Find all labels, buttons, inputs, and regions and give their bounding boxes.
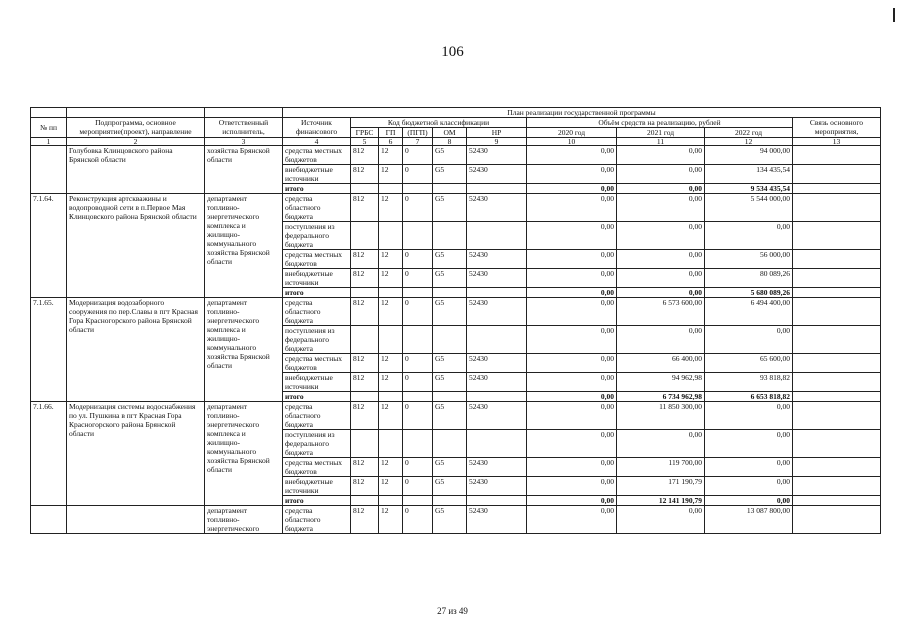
kbk-gp: ГП	[379, 128, 403, 138]
kbk-pgp-value: 0	[403, 354, 433, 373]
funding-source: средства местных бюджетов	[283, 250, 351, 269]
amount-2022: 134 435,54	[705, 165, 793, 184]
empty-cell	[467, 392, 527, 402]
kbk-grbs-value: 812	[351, 194, 379, 222]
amount-2021: 0,00	[617, 146, 705, 165]
kbk-nr: НР	[467, 128, 527, 138]
empty-cell	[467, 184, 527, 194]
margin-mark	[893, 8, 895, 22]
total-2022: 5 680 089,26	[705, 288, 793, 298]
funding-source: средства областного бюджета	[283, 506, 351, 534]
year-2021-header: 2021 год	[617, 128, 705, 138]
funding-source: внебюджетные источники	[283, 269, 351, 288]
kbk-pgp-value	[403, 326, 433, 354]
item-number	[31, 146, 67, 194]
empty-cell	[433, 496, 467, 506]
link-cell	[793, 269, 881, 288]
funding-source: поступления из федерального бюджета	[283, 430, 351, 458]
kbk-nr-value: 52430	[467, 165, 527, 184]
amount-2021: 171 190,79	[617, 477, 705, 496]
kbk-gp-value	[379, 326, 403, 354]
kbk-pgp-value: 0	[403, 458, 433, 477]
amount-2020: 0,00	[527, 222, 617, 250]
col-subprogram-header: Подпрограмма, основное мероприятие(проект), направление	[67, 118, 205, 138]
kbk-gp-value: 12	[379, 506, 403, 534]
kbk-nr-value: 52430	[467, 354, 527, 373]
item-name: Голубовка Клинцовского района Брянской области	[67, 146, 205, 194]
kbk-om-value	[433, 326, 467, 354]
empty-cell	[351, 288, 379, 298]
kbk-om-value: G5	[433, 373, 467, 392]
kbk-gp-value: 12	[379, 250, 403, 269]
kbk-nr-value	[467, 430, 527, 458]
amount-2021: 0,00	[617, 506, 705, 534]
link-cell	[793, 184, 881, 194]
amount-2021: 0,00	[617, 430, 705, 458]
table-row	[31, 402, 881, 430]
amount-2021: 66 400,00	[617, 354, 705, 373]
empty-cell	[467, 288, 527, 298]
table-row	[31, 506, 881, 534]
kbk-om-value: G5	[433, 354, 467, 373]
kbk-grbs-value: 812	[351, 354, 379, 373]
amount-2022: 0,00	[705, 430, 793, 458]
amount-2022: 5 544 000,00	[705, 194, 793, 222]
empty-cell	[433, 184, 467, 194]
amount-2020: 0,00	[527, 477, 617, 496]
amount-2021: 0,00	[617, 194, 705, 222]
funding-source: внебюджетные источники	[283, 165, 351, 184]
amount-2021: 0,00	[617, 165, 705, 184]
amount-2022: 0,00	[705, 458, 793, 477]
kbk-pgp-value: 0	[403, 298, 433, 326]
amount-2021: 6 573 600,00	[617, 298, 705, 326]
col-source-header: Источник финансового	[283, 118, 351, 138]
empty-cell	[379, 288, 403, 298]
col-number: 8	[433, 138, 467, 146]
kbk-om: ОМ	[433, 128, 467, 138]
kbk-grbs: ГРБС	[351, 128, 379, 138]
amount-2022: 6 494 400,00	[705, 298, 793, 326]
amount-2022: 80 089,26	[705, 269, 793, 288]
col-number: 5	[351, 138, 379, 146]
link-cell	[793, 194, 881, 222]
total-label: итого	[283, 496, 351, 506]
plan-title: План реализации государственной программы	[283, 108, 881, 118]
item-number: 7.1.64.	[31, 194, 67, 298]
amount-2022: 56 000,00	[705, 250, 793, 269]
year-2022-header: 2022 год	[705, 128, 793, 138]
item-name: Реконструкция артскважины и водопроводной сети в п.Первое Мая Клинцовского района Брянской области	[67, 194, 205, 298]
col-executor-header: Ответственный исполнитель,	[205, 118, 283, 138]
col-link-header: Связь основного мероприятия,	[793, 118, 881, 138]
link-cell	[793, 354, 881, 373]
kbk-grbs-value: 812	[351, 458, 379, 477]
kbk-om-value	[433, 222, 467, 250]
amount-2021: 0,00	[617, 222, 705, 250]
kbk-pgp-value: 0	[403, 506, 433, 534]
item-executor: департамент топливно-энергетического комплекса и жилищно-коммунального хозяйства Брянской области	[205, 298, 283, 402]
kbk-gp-value: 12	[379, 458, 403, 477]
kbk-gp-value: 12	[379, 373, 403, 392]
kbk-pgp-value: 0	[403, 373, 433, 392]
kbk-nr-value: 52430	[467, 298, 527, 326]
link-cell	[793, 392, 881, 402]
kbk-gp-value: 12	[379, 477, 403, 496]
total-2020: 0,00	[527, 392, 617, 402]
header-row-1	[31, 108, 881, 118]
kbk-nr-value: 52430	[467, 458, 527, 477]
kbk-gp-value: 12	[379, 298, 403, 326]
table-row	[31, 146, 881, 165]
kbk-om-value: G5	[433, 402, 467, 430]
amount-2022: 0,00	[705, 402, 793, 430]
amount-2020: 0,00	[527, 373, 617, 392]
kbk-grbs-value	[351, 326, 379, 354]
link-cell	[793, 506, 881, 534]
total-2022: 6 653 818,82	[705, 392, 793, 402]
kbk-nr-value: 52430	[467, 506, 527, 534]
col-number: 6	[379, 138, 403, 146]
amount-2022: 13 087 800,00	[705, 506, 793, 534]
kbk-gp-value: 12	[379, 402, 403, 430]
kbk-gp-value: 12	[379, 194, 403, 222]
kbk-nr-value: 52430	[467, 477, 527, 496]
amount-2022: 0,00	[705, 222, 793, 250]
kbk-gp-value: 12	[379, 146, 403, 165]
total-2020: 0,00	[527, 184, 617, 194]
kbk-nr-value: 52430	[467, 146, 527, 165]
amount-2021: 94 962,98	[617, 373, 705, 392]
kbk-grbs-value: 812	[351, 165, 379, 184]
kbk-gp-value: 12	[379, 269, 403, 288]
kbk-om-value: G5	[433, 165, 467, 184]
col-number: 2	[67, 138, 205, 146]
total-2022: 9 534 435,54	[705, 184, 793, 194]
budget-table	[30, 107, 881, 534]
link-cell	[793, 165, 881, 184]
kbk-nr-value	[467, 326, 527, 354]
kbk-grbs-value	[351, 222, 379, 250]
link-cell	[793, 373, 881, 392]
total-label: итого	[283, 392, 351, 402]
link-cell	[793, 430, 881, 458]
kbk-pgp-value: 0	[403, 250, 433, 269]
amount-2021: 119 700,00	[617, 458, 705, 477]
amount-2020: 0,00	[527, 298, 617, 326]
empty-cell	[467, 496, 527, 506]
item-name: Модернизация водозаборного сооружения по пер.Славы в пгт Красная Гора Красногорского района Брянской области	[67, 298, 205, 402]
col-volume-header: Объём средств на реализацию, рублей	[527, 118, 793, 128]
item-executor: департамент топливно-энергетического	[205, 506, 283, 534]
col-number: 3	[205, 138, 283, 146]
total-2020: 0,00	[527, 496, 617, 506]
link-cell	[793, 326, 881, 354]
kbk-pgp-value: 0	[403, 165, 433, 184]
col-number: 12	[705, 138, 793, 146]
column-number-row	[31, 138, 881, 146]
kbk-pgp-value: 0	[403, 477, 433, 496]
kbk-nr-value: 52430	[467, 269, 527, 288]
kbk-grbs-value: 812	[351, 298, 379, 326]
link-cell	[793, 250, 881, 269]
empty-cell	[379, 392, 403, 402]
item-executor: департамент топливно-энергетического комплекса и жилищно-коммунального хозяйства Брянской области	[205, 194, 283, 298]
empty-cell	[433, 392, 467, 402]
amount-2020: 0,00	[527, 402, 617, 430]
item-name: Модернизация системы водоснабжения по ул. Пушкина в пгт Красная Гора Красногорского района Брянской области	[67, 402, 205, 506]
kbk-om-value	[433, 430, 467, 458]
kbk-pgp-value: 0	[403, 146, 433, 165]
kbk-om-value: G5	[433, 250, 467, 269]
col-number: 10	[527, 138, 617, 146]
kbk-pgp-value	[403, 222, 433, 250]
col-num-header: № пп	[31, 118, 67, 138]
total-2021: 12 141 190,79	[617, 496, 705, 506]
amount-2020: 0,00	[527, 269, 617, 288]
header-row-2	[31, 118, 881, 128]
amount-2020: 0,00	[527, 326, 617, 354]
funding-source: средства областного бюджета	[283, 194, 351, 222]
kbk-gp-value	[379, 222, 403, 250]
item-number: 7.1.66.	[31, 402, 67, 506]
col-number: 4	[283, 138, 351, 146]
table-row	[31, 298, 881, 326]
empty-cell	[379, 184, 403, 194]
funding-source: поступления из федерального бюджета	[283, 326, 351, 354]
link-cell	[793, 477, 881, 496]
empty-cell	[403, 392, 433, 402]
link-cell	[793, 458, 881, 477]
kbk-nr-value: 52430	[467, 402, 527, 430]
funding-source: средства местных бюджетов	[283, 146, 351, 165]
item-number	[31, 506, 67, 534]
kbk-grbs-value: 812	[351, 402, 379, 430]
kbk-nr-value: 52430	[467, 250, 527, 269]
amount-2020: 0,00	[527, 165, 617, 184]
amount-2022: 94 000,00	[705, 146, 793, 165]
col-number: 11	[617, 138, 705, 146]
kbk-grbs-value: 812	[351, 250, 379, 269]
funding-source: поступления из федерального бюджета	[283, 222, 351, 250]
item-number: 7.1.65.	[31, 298, 67, 402]
empty-cell	[403, 184, 433, 194]
funding-source: внебюджетные источники	[283, 373, 351, 392]
kbk-grbs-value: 812	[351, 477, 379, 496]
kbk-nr-value: 52430	[467, 373, 527, 392]
kbk-om-value: G5	[433, 458, 467, 477]
empty-cell	[379, 496, 403, 506]
page-number: 106	[441, 44, 464, 60]
kbk-om-value: G5	[433, 298, 467, 326]
year-2020-header: 2020 год	[527, 128, 617, 138]
amount-2020: 0,00	[527, 146, 617, 165]
item-executor: хозяйства Брянской области	[205, 146, 283, 194]
kbk-pgp-value: 0	[403, 194, 433, 222]
col-number: 7	[403, 138, 433, 146]
amount-2021: 0,00	[617, 326, 705, 354]
amount-2020: 0,00	[527, 250, 617, 269]
amount-2021: 0,00	[617, 250, 705, 269]
link-cell	[793, 288, 881, 298]
empty-cell	[351, 496, 379, 506]
funding-source: внебюджетные источники	[283, 477, 351, 496]
col-number: 13	[793, 138, 881, 146]
kbk-grbs-value: 812	[351, 269, 379, 288]
kbk-nr-value: 52430	[467, 194, 527, 222]
amount-2020: 0,00	[527, 506, 617, 534]
empty-cell	[433, 288, 467, 298]
kbk-gp-value	[379, 430, 403, 458]
link-cell	[793, 402, 881, 430]
kbk-om-value: G5	[433, 269, 467, 288]
total-2021: 6 734 962,98	[617, 392, 705, 402]
funding-source: средства местных бюджетов	[283, 458, 351, 477]
total-2020: 0,00	[527, 288, 617, 298]
kbk-grbs-value: 812	[351, 506, 379, 534]
empty-cell	[403, 288, 433, 298]
total-label: итого	[283, 288, 351, 298]
kbk-om-value: G5	[433, 194, 467, 222]
kbk-pgp-value: 0	[403, 402, 433, 430]
kbk-grbs-value: 812	[351, 146, 379, 165]
amount-2022: 0,00	[705, 477, 793, 496]
kbk-grbs-value	[351, 430, 379, 458]
amount-2022: 0,00	[705, 326, 793, 354]
link-cell	[793, 496, 881, 506]
amount-2021: 11 850 300,00	[617, 402, 705, 430]
kbk-pgp-value: 0	[403, 269, 433, 288]
kbk-pgp-value	[403, 430, 433, 458]
empty-cell	[351, 184, 379, 194]
kbk-grbs-value: 812	[351, 373, 379, 392]
funding-source: средства областного бюджета	[283, 298, 351, 326]
kbk-om-value: G5	[433, 146, 467, 165]
amount-2020: 0,00	[527, 354, 617, 373]
amount-2022: 65 600,00	[705, 354, 793, 373]
empty-cell	[403, 496, 433, 506]
kbk-om-value: G5	[433, 477, 467, 496]
kbk-nr-value	[467, 222, 527, 250]
amount-2020: 0,00	[527, 194, 617, 222]
empty-cell	[351, 392, 379, 402]
kbk-om-value: G5	[433, 506, 467, 534]
total-2021: 0,00	[617, 184, 705, 194]
total-2022: 0,00	[705, 496, 793, 506]
amount-2020: 0,00	[527, 430, 617, 458]
link-cell	[793, 298, 881, 326]
amount-2021: 0,00	[617, 269, 705, 288]
col-number: 9	[467, 138, 527, 146]
amount-2022: 93 818,82	[705, 373, 793, 392]
kbk-gp-value: 12	[379, 165, 403, 184]
item-name	[67, 506, 205, 534]
link-cell	[793, 146, 881, 165]
link-cell	[793, 222, 881, 250]
funding-source: средства областного бюджета	[283, 402, 351, 430]
page-footer: 27 из 49	[437, 606, 468, 616]
total-2021: 0,00	[617, 288, 705, 298]
amount-2020: 0,00	[527, 458, 617, 477]
total-label: итого	[283, 184, 351, 194]
col-number: 1	[31, 138, 67, 146]
table-row	[31, 194, 881, 222]
kbk-gp-value: 12	[379, 354, 403, 373]
item-executor: департамент топливно-энергетического комплекса и жилищно-коммунального хозяйства Брянской области	[205, 402, 283, 506]
col-kbk-header: Код бюджетной классификации	[351, 118, 527, 128]
kbk-pgp: (ПГП)	[403, 128, 433, 138]
funding-source: средства местных бюджетов	[283, 354, 351, 373]
